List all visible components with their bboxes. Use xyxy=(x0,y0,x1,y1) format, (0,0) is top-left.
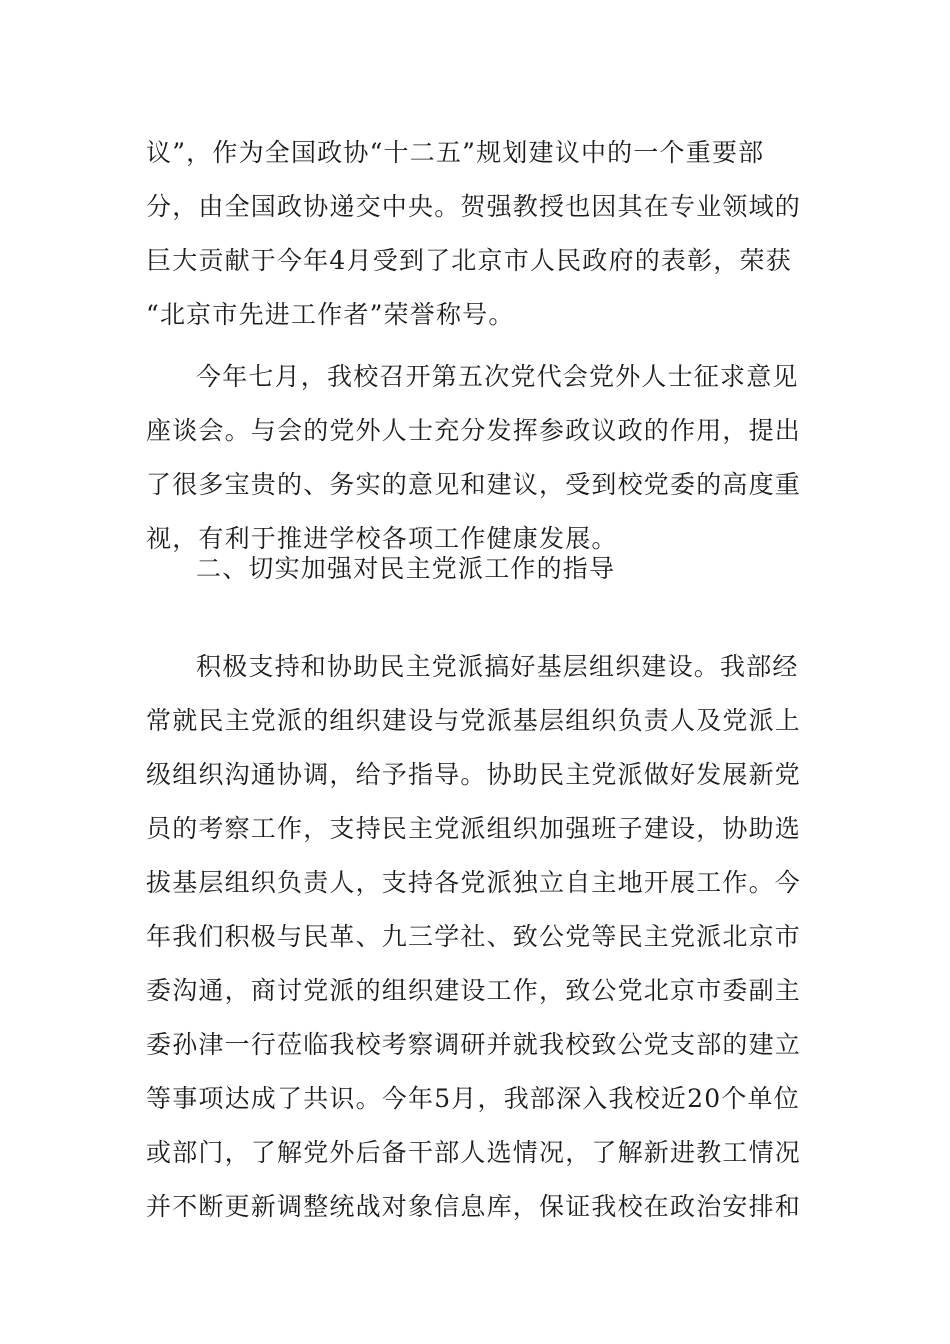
text-line: 委孙津一行莅临我校考察调研并就我校致公党支部的建立 xyxy=(146,1030,802,1059)
text-line: 年我们积极与民革、九三学社、致公党等民主党派北京市 xyxy=(146,922,802,951)
text-line: 今年七月，我校召开第五次党代会党外人士征求意见 xyxy=(196,362,799,391)
text-line: 或部门，了解党外后备干部人选情况，了解新进教工情况 xyxy=(146,1138,802,1167)
text-line: 等事项达成了共识。今年5月，我部深入我校近20个单位 xyxy=(146,1084,800,1113)
text-line: 拔基层组织负责人，支持各党派独立自主地开展工作。今 xyxy=(146,868,802,897)
text-line: 分，由全国政协递交中央。贺强教授也因其在专业领域的 xyxy=(146,192,802,221)
paragraph-2 xyxy=(146,350,806,566)
text-line: 委沟通，商讨党派的组织建设工作，致公党北京市委副主 xyxy=(146,976,802,1005)
text-line: 员的考察工作，支持民主党派组织加强班子建设，协助选 xyxy=(146,814,802,843)
paragraph-3 xyxy=(146,640,806,1234)
paragraph-1 xyxy=(146,126,806,342)
text-line: 并不断更新调整统战对象信息库，保证我校在政治安排和 xyxy=(146,1192,802,1221)
text-line: 了很多宝贵的、务实的意见和建议，受到校党委的高度重 xyxy=(146,470,802,499)
section-heading: 二、切实加强对民主党派工作的指导 xyxy=(196,554,616,583)
text-line: 积极支持和协助民主党派搞好基层组织建设。我部经 xyxy=(196,652,799,681)
text-line: 常就民主党派的组织建设与党派基层组织负责人及党派上 xyxy=(146,706,802,735)
text-line: 议”，作为全国政协“十二五”规划建议中的一个重要部 xyxy=(146,138,765,167)
text-line: 巨大贡献于今年4月受到了北京市人民政府的表彰，荣获 xyxy=(146,246,792,275)
text-line: 级组织沟通协调，给予指导。协助民主党派做好发展新党 xyxy=(146,760,802,789)
text-line: 视，有利于推进学校各项工作健康发展。 xyxy=(146,524,618,553)
text-line: 座谈会。与会的党外人士充分发挥参政议政的作用，提出 xyxy=(146,416,802,445)
text-line: “北京市先进工作者”荣誉称号。 xyxy=(146,300,515,329)
